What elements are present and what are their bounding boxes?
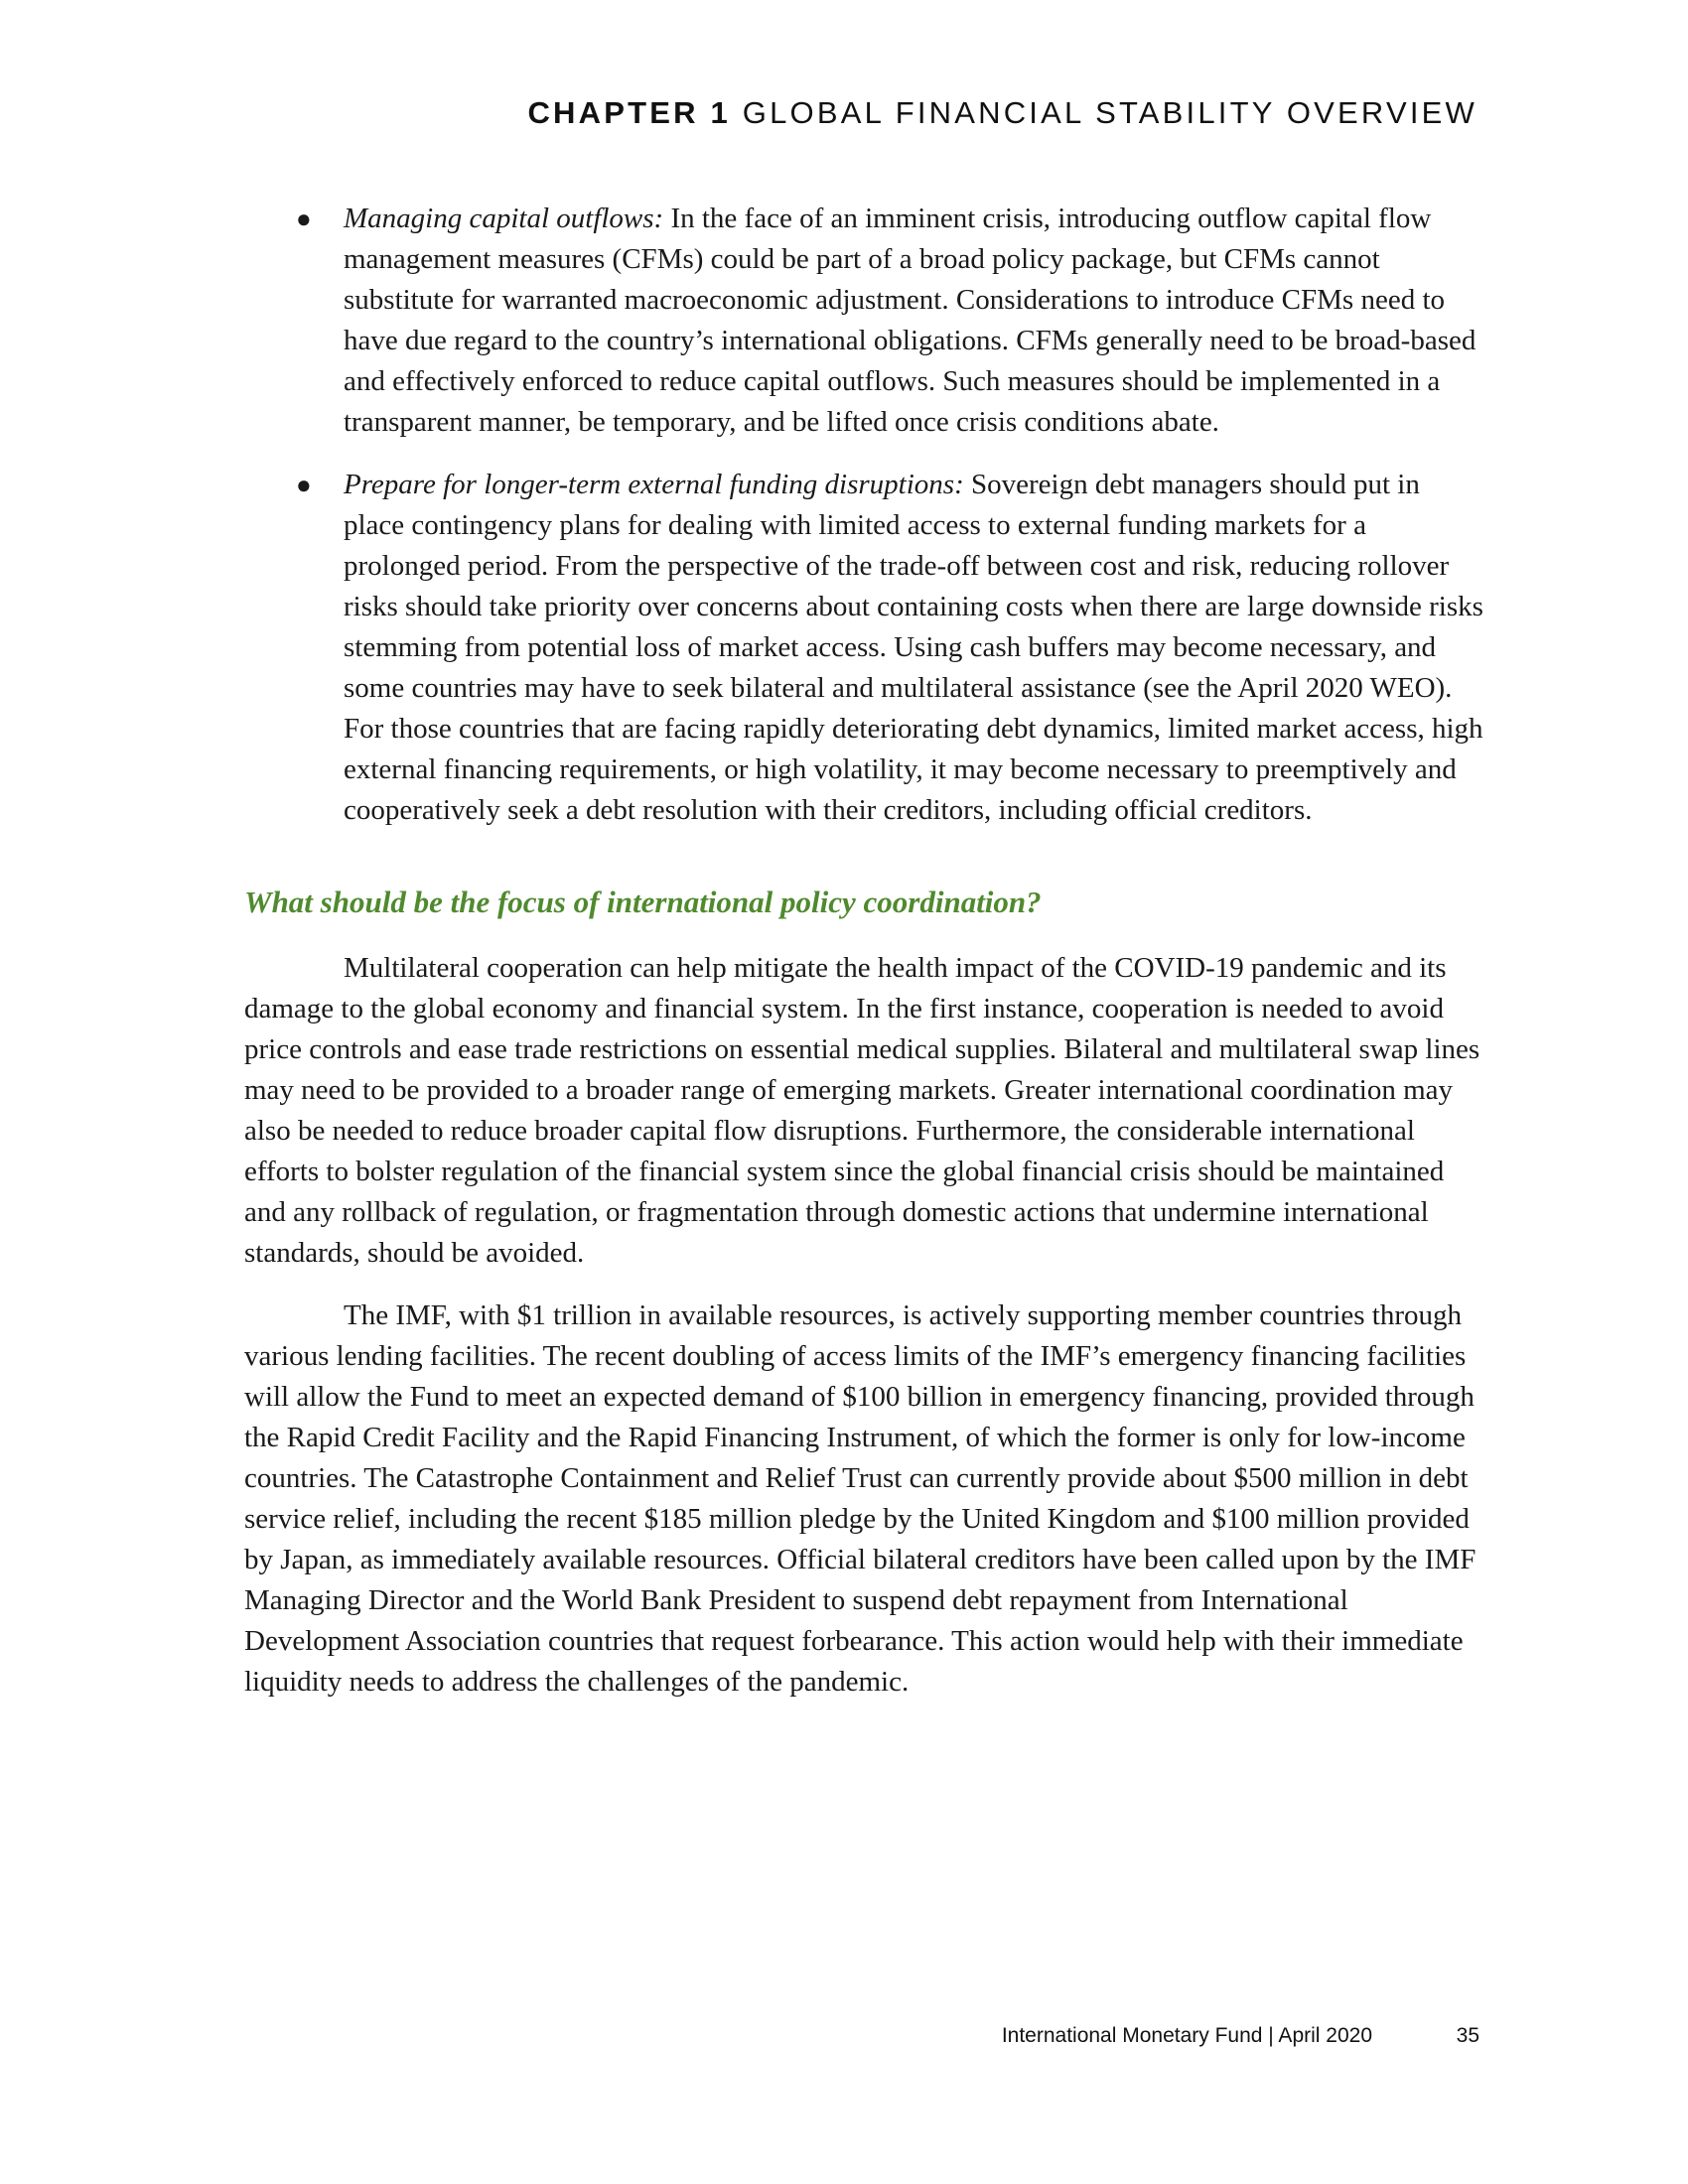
bullet-lead-phrase: Managing capital outflows: (344, 203, 671, 234)
section-heading: What should be the focus of international policy coordination? (244, 885, 1042, 919)
paragraph-multilateral-cooperation: Multilateral cooperation can help mitigate the health impact of the COVID-19 pandemic and its damage to the global economy and financial system. In the first instance, cooperation is needed to avoid price controls and ease trade restrictions on essential medical supplies. Bilateral and multilateral swap lines may need to be provided to a broader range of emerging markets. Greater international coordination may also be needed to reduce broader capital flow disruptions. Furthermore, the considerable international efforts to bolster regulation of the financial system since the global financial crisis should be maintained and any rollback of regulation, or fragmentation through domestic actions that undermine international standards, should be avoided. (244, 952, 1480, 1269)
footer-publication: International Monetary Fund | April 2020 (1001, 2024, 1372, 2047)
chapter-title: GLOBAL FINANCIAL STABILITY OVERVIEW (742, 95, 1477, 130)
policy-bullet-list (244, 199, 1485, 831)
bullet-icon: ● (296, 471, 312, 499)
bullet-text: Sovereign debt managers should put in place contingency plans for dealing with limited access to external funding markets for a prolonged period. From the perspective of the trade-off between cost and risk, reducing rollover risks should take priority over concerns about containing costs when there are large downside risks stemming from potential loss of market access. Using cash buffers may become necessary, and some countries may have to seek bilateral and multilateral assistance (see the April 2020 WEO). For those countries that are facing rapidly deteriorating debt dynamics, limited market access, high external financing requirements, or high volatility, it may become necessary to preemptively and cooperatively seek a debt resolution with their creditors, including official creditors. (344, 469, 1483, 826)
bullet-item-external-funding (244, 465, 1485, 831)
running-header (527, 95, 1477, 131)
page-body (244, 199, 1485, 1724)
bullet-lead-phrase: Prepare for longer-term external funding disruptions: (344, 469, 971, 500)
chapter-label: CHAPTER 1 (527, 95, 731, 130)
bullet-item-capital-outflows (244, 199, 1485, 443)
page-number: 35 (1456, 2024, 1479, 2047)
paragraph-imf-resources: The IMF, with $1 trillion in available resources, is actively supporting member countries through various lending facilities. The recent doubling of access limits of the IMF’s emergency financing facilities will allow the Fund to meet an expected demand of $100 billion in emergency financing, provided through the Rapid Credit Facility and the Rapid Financing Instrument, of which the former is only for low-income countries. The Catastrophe Containment and Relief Trust can currently provide about $500 million in debt service relief, including the recent $185 million pledge by the United Kingdom and $100 million provided by Japan, as immediately available resources. Official bilateral creditors have been called upon by the IMF Managing Director and the World Bank President to suspend debt repayment from International Development Association countries that request forbearance. This action would help with their immediate liquidity needs to address the challenges of the pandemic. (244, 1299, 1477, 1698)
bullet-icon: ● (296, 205, 312, 233)
bullet-text: In the face of an imminent crisis, introducing outflow capital flow management measures (CFMs) could be part of a broad policy package, but CFMs cannot substitute for warranted macroeconomic adjustment. Considerations to introduce CFMs need to have due regard to the country’s international obligations. CFMs generally need to be broad-based and effectively enforced to reduce capital outflows. Such measures should be implemented in a transparent manner, be temporary, and be lifted once crisis conditions abate. (344, 203, 1477, 438)
